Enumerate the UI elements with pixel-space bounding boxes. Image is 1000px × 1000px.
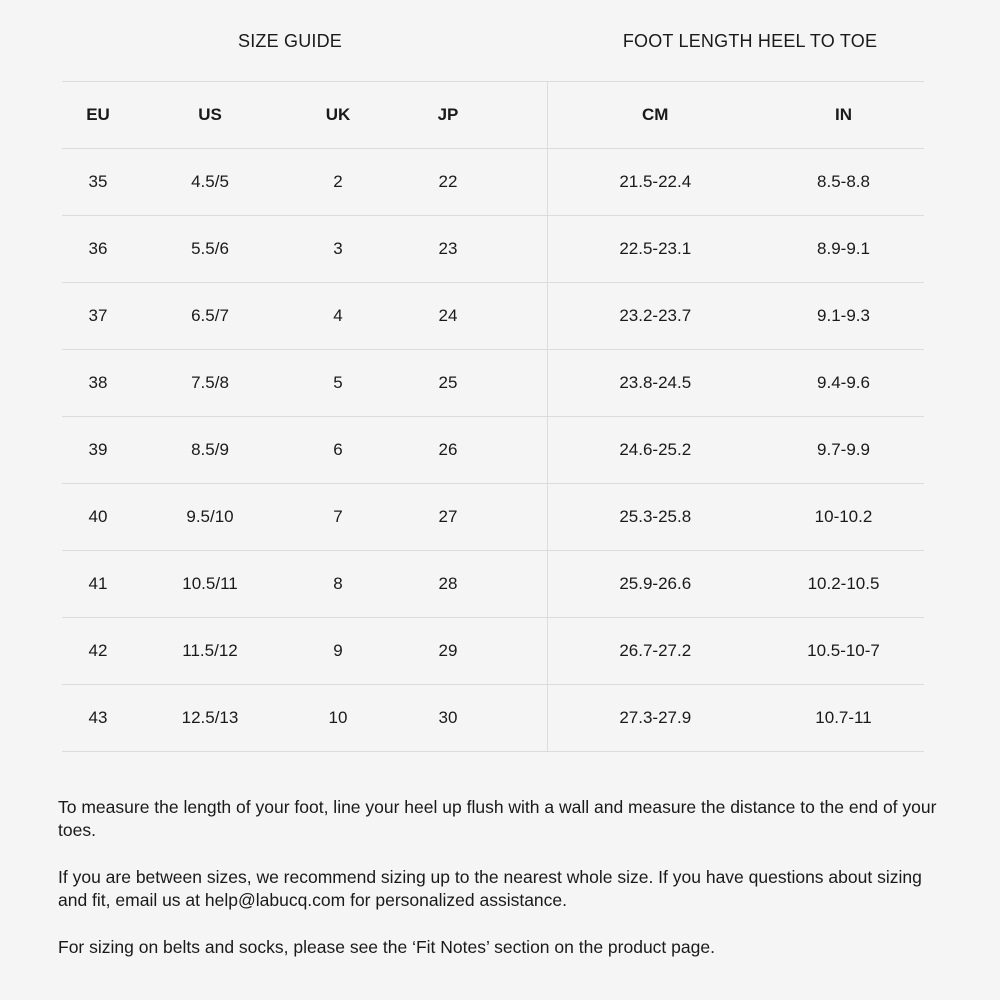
column-divider: [506, 484, 547, 551]
cell-us: 9.5/10: [134, 484, 286, 551]
cell-us: 7.5/8: [134, 350, 286, 417]
cell-cm: 24.6-25.2: [547, 417, 763, 484]
cell-uk: 10: [286, 685, 390, 752]
cell-uk: 7: [286, 484, 390, 551]
column-divider: [506, 618, 547, 685]
cell-uk: 5: [286, 350, 390, 417]
cell-in: 9.1-9.3: [763, 283, 924, 350]
cell-us: 4.5/5: [134, 149, 286, 216]
cell-cm: 26.7-27.2: [547, 618, 763, 685]
header-us: US: [134, 82, 286, 149]
cell-cm: 23.8-24.5: [547, 350, 763, 417]
cell-in: 8.5-8.8: [763, 149, 924, 216]
cell-us: 8.5/9: [134, 417, 286, 484]
cell-jp: 25: [390, 350, 506, 417]
header-uk: UK: [286, 82, 390, 149]
cell-jp: 30: [390, 685, 506, 752]
cell-jp: 22: [390, 149, 506, 216]
cell-uk: 3: [286, 216, 390, 283]
cell-in: 8.9-9.1: [763, 216, 924, 283]
cell-jp: 28: [390, 551, 506, 618]
cell-jp: 27: [390, 484, 506, 551]
cell-uk: 8: [286, 551, 390, 618]
cell-cm: 22.5-23.1: [547, 216, 763, 283]
measurement-notes: [58, 796, 938, 983]
table-row: [62, 417, 924, 484]
cell-eu: 43: [62, 685, 134, 752]
cell-in: 10.7-11: [763, 685, 924, 752]
header-cm: CM: [547, 82, 763, 149]
cell-eu: 35: [62, 149, 134, 216]
cell-eu: 37: [62, 283, 134, 350]
table-header-row: [62, 82, 924, 149]
cell-cm: 25.9-26.6: [547, 551, 763, 618]
cell-eu: 41: [62, 551, 134, 618]
header-jp: JP: [390, 82, 506, 149]
table-row: [62, 685, 924, 752]
cell-us: 10.5/11: [134, 551, 286, 618]
table-row: [62, 618, 924, 685]
column-divider: [506, 149, 547, 216]
cell-cm: 21.5-22.4: [547, 149, 763, 216]
note-measure: To measure the length of your foot, line your heel up flush with a wall and measure the distance to the end of your toes.: [58, 797, 937, 840]
column-divider: [506, 82, 547, 149]
cell-cm: 25.3-25.8: [547, 484, 763, 551]
cell-jp: 24: [390, 283, 506, 350]
table-row: [62, 149, 924, 216]
column-divider: [506, 551, 547, 618]
cell-eu: 42: [62, 618, 134, 685]
cell-jp: 26: [390, 417, 506, 484]
cell-eu: 39: [62, 417, 134, 484]
cell-eu: 40: [62, 484, 134, 551]
header-in: IN: [763, 82, 924, 149]
cell-us: 5.5/6: [134, 216, 286, 283]
foot-length-title: FOOT LENGTH HEEL TO TOE: [622, 31, 878, 51]
column-divider: [506, 216, 547, 283]
column-divider: [506, 417, 547, 484]
table-row: [62, 216, 924, 283]
cell-cm: 27.3-27.9: [547, 685, 763, 752]
cell-in: 10-10.2: [763, 484, 924, 551]
cell-jp: 23: [390, 216, 506, 283]
cell-us: 6.5/7: [134, 283, 286, 350]
column-divider: [506, 283, 547, 350]
note-between-sizes: If you are between sizes, we recommend sizing up to the nearest whole size. If you have questions about sizing and fit, email us at help@labucq.com for personalized assistance.: [58, 867, 922, 910]
cell-eu: 38: [62, 350, 134, 417]
cell-in: 10.2-10.5: [763, 551, 924, 618]
column-divider: [506, 350, 547, 417]
cell-uk: 2: [286, 149, 390, 216]
cell-in: 9.4-9.6: [763, 350, 924, 417]
cell-eu: 36: [62, 216, 134, 283]
size-guide-title: SIZE GUIDE: [237, 31, 343, 51]
cell-cm: 23.2-23.7: [547, 283, 763, 350]
header-eu: EU: [62, 82, 134, 149]
cell-us: 12.5/13: [134, 685, 286, 752]
cell-uk: 4: [286, 283, 390, 350]
cell-in: 9.7-9.9: [763, 417, 924, 484]
cell-uk: 6: [286, 417, 390, 484]
table-row: [62, 551, 924, 618]
table-row: [62, 484, 924, 551]
cell-in: 10.5-10-7: [763, 618, 924, 685]
cell-jp: 29: [390, 618, 506, 685]
cell-us: 11.5/12: [134, 618, 286, 685]
table-row: [62, 283, 924, 350]
cell-uk: 9: [286, 618, 390, 685]
note-fit-notes: For sizing on belts and socks, please see the ‘Fit Notes’ section on the product page.: [58, 937, 715, 957]
size-table: [62, 81, 924, 752]
column-divider: [506, 685, 547, 752]
table-row: [62, 350, 924, 417]
